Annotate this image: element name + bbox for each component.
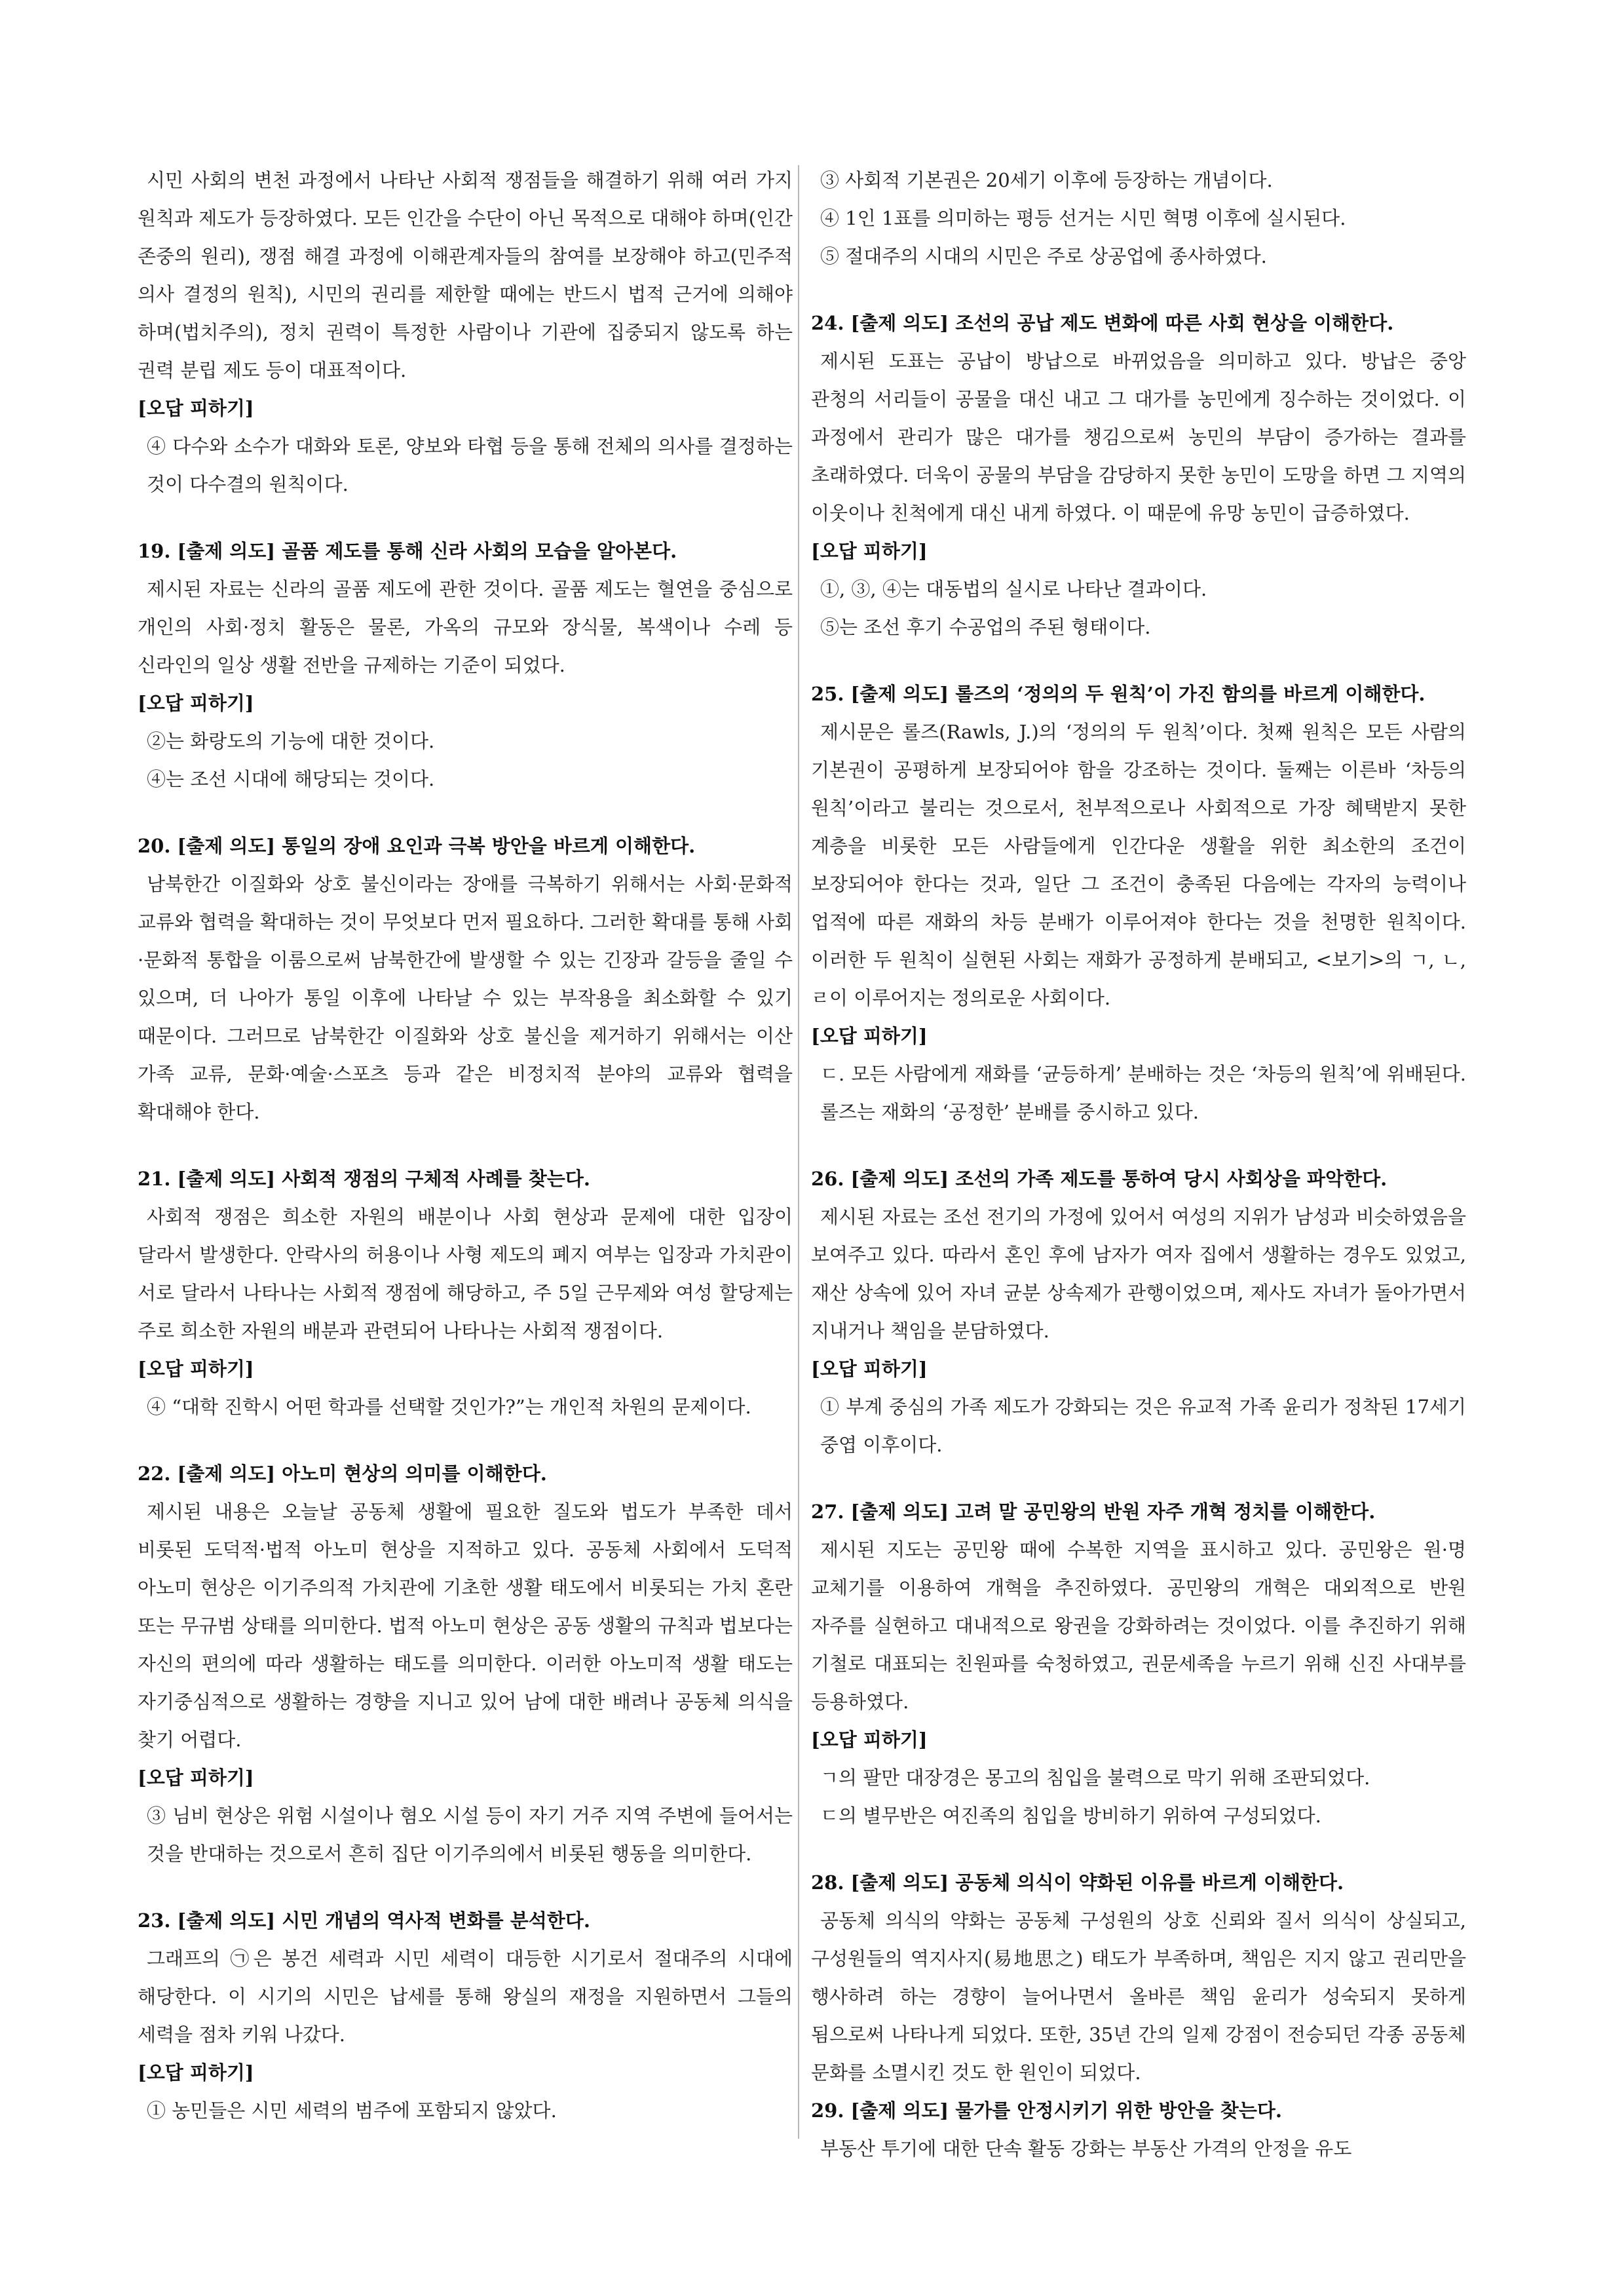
choice-note: ①, ③, ④는 대동법의 실시로 나타난 결과이다. <box>820 578 1207 600</box>
choice-note: ① 부계 중심의 가족 제도가 강화되는 것은 유교적 가족 윤리가 정착된 17세기 중엽 이후이다. <box>820 1396 1466 1456</box>
answer-section <box>138 1160 793 1426</box>
wrong-answer-label: [오답 피하기] <box>138 692 254 714</box>
answer-section <box>811 1864 1466 2092</box>
wrong-answer-label: [오답 피하기] <box>811 1729 928 1751</box>
explanation-paragraph: 제시된 지도는 공민왕 때에 수복한 지역을 표시하고 있다. 공민왕은 원·명 교체기를 이용하여 개혁을 추진하였다. 공민왕의 개혁은 대외적으로 반원 자주를 실현하고 대내적으로 왕권을 강화하려는 것이었다. 이를 추진하기 위해 기철로 대표되는 친원파를 숙청하였고, 권문세족을 누르기 위해 신진 사대부를 등용하였다. <box>811 1539 1466 1713</box>
choice-note: ④ 다수와 소수가 대화와 토론, 양보와 타협 등을 통해 전체의 의사를 결정하는 것이 다수결의 원칙이다. <box>147 435 793 495</box>
choice-note: ㄷ의 별무반은 여진족의 침입을 방비하기 위하여 구성되었다. <box>820 1805 1321 1827</box>
section-heading: 21. [출제 의도] 사회적 쟁점의 구체적 사례를 찾는다. <box>138 1168 590 1190</box>
choice-note: ③ 사회적 기본권은 20세기 이후에 등장하는 개념이다. <box>820 169 1273 191</box>
choice-note: ④ 1인 1표를 의미하는 평등 선거는 시민 혁명 이후에 실시된다. <box>820 207 1346 229</box>
explanation-paragraph: 남북한간 이질화와 상호 불신이라는 장애를 극복하기 위해서는 사회·문화적 교류와 협력을 확대하는 것이 무엇보다 먼저 필요하다. 그러한 확대를 통해 사회·문화적 통합을 이룸으로써 남북한간에 발생할 수 있는 긴장과 갈등을 줄일 수 있으며, 더 나아가 통일 이후에 나타날 수 있는 부작용을 최소화할 수 있기 때문이다. 그러므로 남북한간 이질화와 상호 불신을 제거하기 위해서는 이산 가족 교류, 문화·예술·스포츠 등과 같은 비정치적 분야의 교류와 협력을 확대해야 한다. <box>138 873 793 1123</box>
explanation-paragraph: 공동체 의식의 약화는 공동체 구성원의 상호 신뢰와 질서 의식이 상실되고, 구성원들의 역지사지(易地思之) 태도가 부족하며, 책임은 지지 않고 권리만을 행사하려 하는 경향이 늘어나면서 올바른 책임 윤리가 성숙되지 못하게 됨으로써 나타나게 되었다. 또한, 35년 간의 일제 강점이 전승되던 각종 공동체 문화를 소멸시킨 것도 한 원인이 되었다. <box>811 1909 1466 2084</box>
explanation-paragraph: 제시된 내용은 오늘날 공동체 생활에 필요한 질도와 법도가 부족한 데서 비롯된 도덕적·법적 아노미 현상을 지적하고 있다. 공동체 사회에서 도덕적 아노미 현상은 이기주의적 가치관에 기초한 생활 태도에서 비롯되는 가치 혼란 또는 무규범 상태를 의미한다. 법적 아노미 현상은 공동 생활의 규칙과 법보다는 자신의 편의에 따라 생활하는 태도를 의미한다. 이러한 아노미적 생활 태도는 자기중심적으로 생활하는 경향을 지니고 있어 남에 대한 배려나 공동체 의식을 찾기 어렵다. <box>138 1501 793 1751</box>
explanation-paragraph: 제시된 자료는 조선 전기의 가정에 있어서 여성의 지위가 남성과 비슷하였음을 보여주고 있다. 따라서 혼인 후에 남자가 여자 집에서 생활하는 경우도 있었고, 재산 상속에 있어 자녀 균분 상속제가 관행이었으며, 제사도 자녀가 돌아가면서 지내거나 책임을 분담하였다. <box>811 1206 1466 1342</box>
choice-note: ⑤는 조선 후기 수공업의 주된 형태이다. <box>820 616 1151 638</box>
answer-section <box>138 1902 793 2130</box>
answer-section <box>811 675 1466 1131</box>
choice-note: ③ 님비 현상은 위험 시설이나 혐오 시설 등이 자기 거주 지역 주변에 들어서는 것을 반대하는 것으로서 흔히 집단 이기주의에서 비롯된 행동을 의미한다. <box>147 1805 793 1865</box>
section-heading: 24. [출제 의도] 조선의 공납 제도 변화에 따른 사회 현상을 이해한다. <box>811 312 1394 334</box>
explanation-paragraph: 그래프의 ㉠은 봉건 세력과 시민 세력이 대등한 시기로서 절대주의 시대에 해당한다. 이 시기의 시민은 납세를 통해 왕실의 재정을 지원하면서 그들의 세력을 점차 키워 나갔다. <box>138 1947 793 2046</box>
wrong-answer-label: [오답 피하기] <box>811 1025 928 1047</box>
choice-note: ① 농민들은 시민 세력의 범주에 포함되지 않았다. <box>147 2099 557 2122</box>
choice-note: ⑤ 절대주의 시대의 시민은 주로 상공업에 종사하였다. <box>820 245 1267 267</box>
wrong-answer-label: [오답 피하기] <box>138 397 254 419</box>
choice-note: ㄷ. 모든 사람에게 재화를 ‘균등하게’ 분배하는 것은 ‘차등의 원칙’에 위배된다. 롤즈는 재화의 ‘공정한’ 분배를 중시하고 있다. <box>820 1063 1466 1123</box>
choice-note: ②는 화랑도의 기능에 대한 것이다. <box>147 730 435 752</box>
answer-section <box>138 827 793 1131</box>
answer-section <box>811 1160 1466 1464</box>
left-column <box>138 161 793 2130</box>
section-heading: 27. [출제 의도] 고려 말 공민왕의 반원 자주 개혁 정치를 이해한다. <box>811 1501 1376 1523</box>
section-heading: 23. [출제 의도] 시민 개념의 역사적 변화를 분석한다. <box>138 1909 590 1932</box>
wrong-answer-label: [오답 피하기] <box>138 2061 254 2084</box>
answer-section <box>811 2092 1466 2168</box>
section-heading: 25. [출제 의도] 롤즈의 ‘정의의 두 원칙’이 가진 함의를 바르게 이해한다. <box>811 683 1426 705</box>
right-column <box>811 161 1466 2168</box>
column-divider <box>798 165 799 2139</box>
explanation-paragraph: 제시된 자료는 신라의 골품 제도에 관한 것이다. 골품 제도는 혈연을 중심으로 개인의 사회·정치 활동은 물론, 가옥의 규모와 장식물, 복색이나 수레 등 신라인의 일상 생활 전반을 규제하는 기준이 되었다. <box>138 578 793 676</box>
wrong-answer-label: [오답 피하기] <box>811 1358 928 1380</box>
section-heading: 19. [출제 의도] 골품 제도를 통해 신라 사회의 모습을 알아본다. <box>138 540 677 562</box>
wrong-answer-label: [오답 피하기] <box>811 540 928 562</box>
explanation-paragraph: 제시문은 롤즈(Rawls, J.)의 ‘정의의 두 원칙’이다. 첫째 원칙은 모든 사람의 기본권이 공평하게 보장되어야 함을 강조하는 것이다. 둘째는 이른바 ‘차등의 원칙’이라고 불리는 것으로서, 천부적으로나 사회적으로 가장 혜택받지 못한 계층을 비롯한 모든 사람들에게 인간다운 생활을 위한 최소한의 조건이 보장되어야 한다는 것과, 일단 그 조건이 충족된 다음에는 각자의 능력이나 업적에 따른 재화의 차등 분배가 이루어져야 한다는 것을 천명한 원칙이다. 이러한 두 원칙이 실현된 사회는 재화가 공정하게 분배되고, <보기>의 ㄱ, ㄴ, ㄹ이 이루어지는 정의로운 사회이다. <box>811 721 1466 1009</box>
answer-section <box>138 1455 793 1873</box>
explanation-paragraph: 제시된 도표는 공납이 방납으로 바뀌었음을 의미하고 있다. 방납은 중앙 관청의 서리들이 공물을 대신 내고 그 대가를 농민에게 징수하는 것이었다. 이 과정에서 관리가 많은 대가를 챙김으로써 농민의 부담이 증가하는 결과를 초래하였다. 더욱이 공물의 부담을 감당하지 못한 농민이 도망을 하면 그 지역의 이웃이나 친척에게 대신 내게 하였다. 이 때문에 유망 농민이 급증하였다. <box>811 350 1466 524</box>
answer-section <box>138 532 793 798</box>
explanation-paragraph: 부동산 투기에 대한 단속 활동 강화는 부동산 가격의 안정을 유도 <box>820 2137 1352 2160</box>
answer-section <box>811 1493 1466 1835</box>
section-heading: 28. [출제 의도] 공동체 의식이 약화된 이유를 바르게 이해한다. <box>811 1871 1344 1894</box>
wrong-answer-label: [오답 피하기] <box>138 1358 254 1380</box>
section-heading: 29. [출제 의도] 물가를 안정시키기 위한 방안을 찾는다. <box>811 2099 1282 2122</box>
choice-note: ㄱ의 팔만 대장경은 몽고의 침입을 불력으로 막기 위해 조판되었다. <box>820 1767 1370 1789</box>
section-heading: 26. [출제 의도] 조선의 가족 제도를 통하여 당시 사회상을 파악한다. <box>811 1168 1388 1190</box>
explanation-paragraph: 사회적 쟁점은 희소한 자원의 배분이나 사회 현상과 문제에 대한 입장이 달라서 발생한다. 안락사의 허용이나 사형 제도의 폐지 여부는 입장과 가치관이 서로 달라서 나타나는 사회적 쟁점에 해당하고, 주 5일 근무제와 여성 할당제는 주로 희소한 자원의 배분과 관련되어 나타나는 사회적 쟁점이다. <box>138 1206 793 1342</box>
explanation-paragraph: 시민 사회의 변천 과정에서 나타난 사회적 쟁점들을 해결하기 위해 여러 가지 원칙과 제도가 등장하였다. 모든 인간을 수단이 아닌 목적으로 대해야 하며(인간 존중의 원리), 쟁점 해결 과정에 이해관계자들의 참여를 보장해야 하고(민주적 의사 결정의 원칙), 시민의 권리를 제한할 때에는 반드시 법적 근거에 의해야 하며(법치주의), 정치 권력이 특정한 사람이나 기관에 집중되지 않도록 하는 권력 분립 제도 등이 대표적이다. <box>138 169 793 381</box>
choice-note: ④는 조선 시대에 해당되는 것이다. <box>147 768 435 790</box>
answer-section <box>138 161 793 503</box>
choice-note: ④ “대학 진학시 어떤 학과를 선택할 것인가?”는 개인적 차원의 문제이다. <box>147 1396 751 1418</box>
wrong-answer-label: [오답 피하기] <box>138 1767 254 1789</box>
answer-section <box>811 161 1466 275</box>
answer-section <box>811 304 1466 646</box>
section-heading: 22. [출제 의도] 아노미 현상의 의미를 이해한다. <box>138 1463 547 1485</box>
section-heading: 20. [출제 의도] 통일의 장애 요인과 극복 방안을 바르게 이해한다. <box>138 835 696 857</box>
